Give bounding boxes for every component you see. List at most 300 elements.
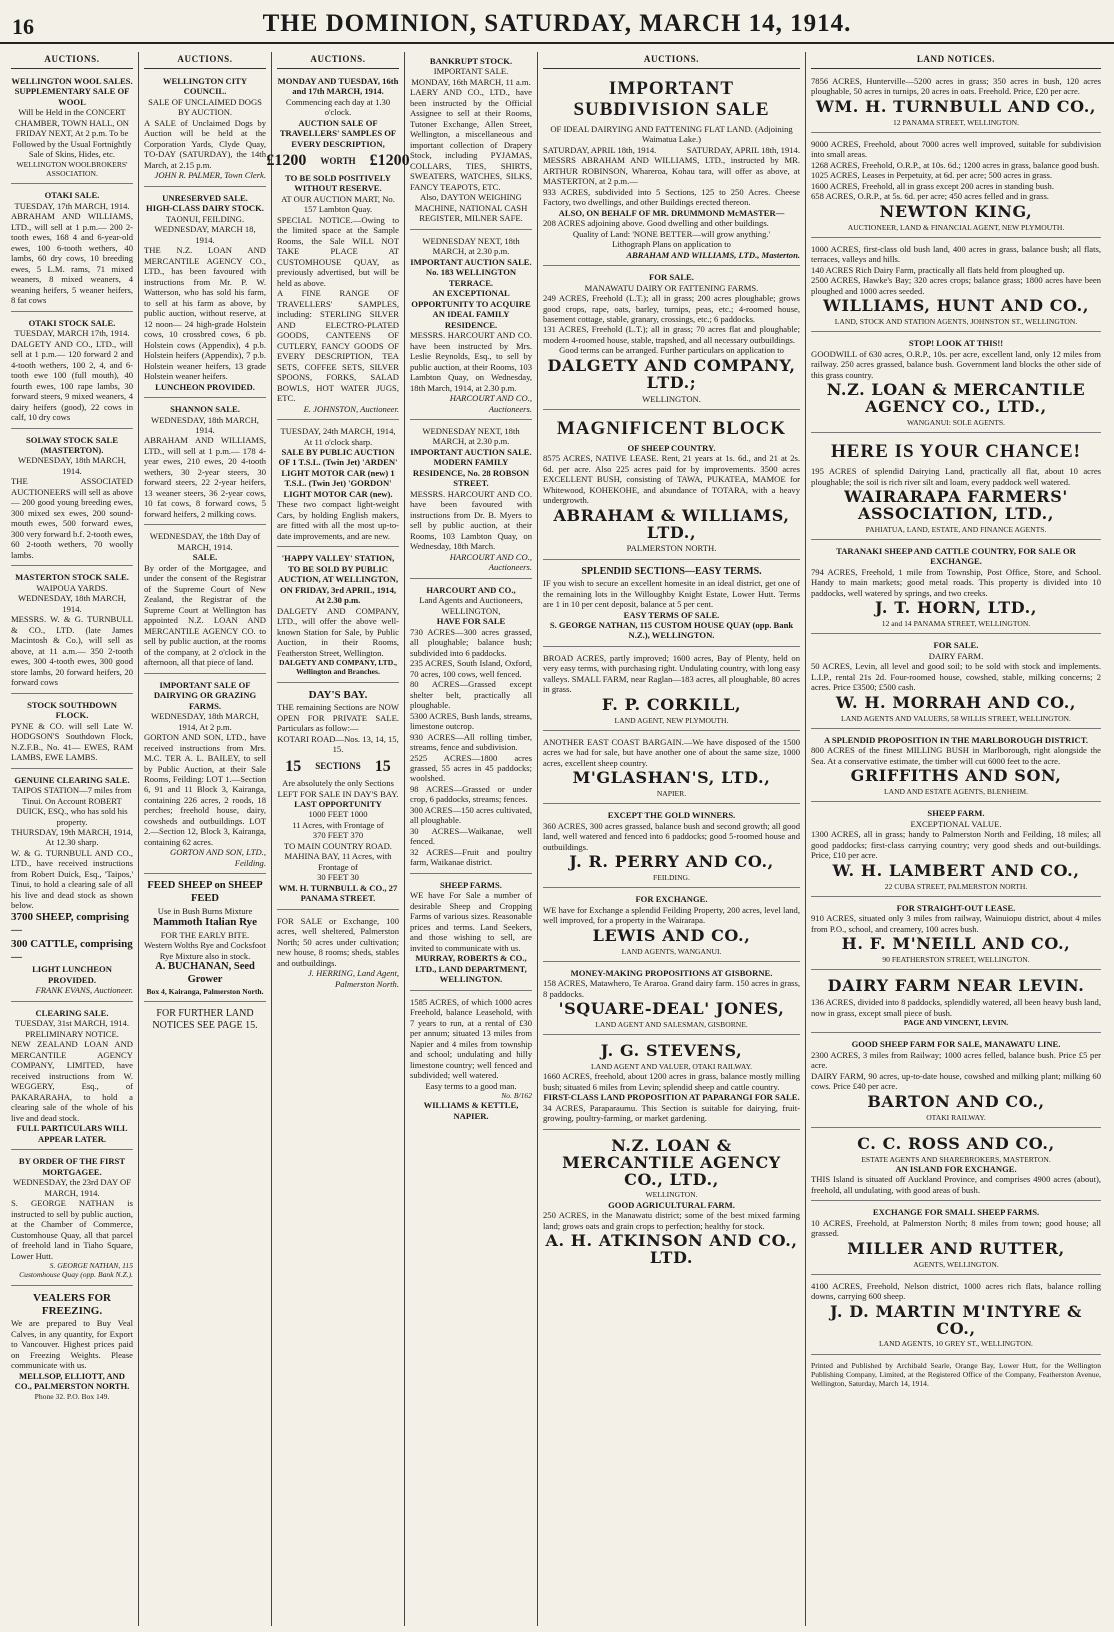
ad-body: 1300 ACRES, all in grass; handy to Palmerston North and Feilding, 18 miles; all good paddocks; first-class carrying country; very good sheds and out-buildings. Price, £10 per acre. <box>811 829 1101 861</box>
ad-title: HARCOURT AND CO., <box>426 584 516 595</box>
ad-body: ABRAHAM AND WILLIAMS, LTD., will sell at 1 p.m.— 200 2-tooth ewes, 168 4 and 6-year-old ewes, 100 6-tooth wethers, 40 lambs, 60 dry cows, 10 breeding ewes, 5 L.M. rams, 71 mixed weaners, 8 mixed weaners, 4 weaning heifers, 5 weaner heifers, 8 fat cows <box>11 211 133 306</box>
ad-body-2: W. & G. TURNBULL AND CO., LTD., have received instructions from Robert Duick, Esq., 'Taipos,' Tinui, to hold a clearing sale of all his live and dead stock as shown below. <box>11 847 133 911</box>
ad-title: UNRESERVED SALE. <box>162 192 248 203</box>
ad-masterton-sale <box>11 569 133 693</box>
ad-body: By order of the Mortgagee, and under the consent of the Registrar of the Supreme Court of New Zealand, the Registrar of the Supreme Court at Wellington has appointed N.Z. LOAN AND MERCANTILE AGENCY CO. to sell by public auction, at the rooms of the company, at 2 o'clock in the afternoon, all that piece of land. <box>144 562 266 668</box>
ad-signature: MURRAY, ROBERTS & CO., LTD., LAND DEPARTMENT, WELLINGTON. <box>415 953 527 985</box>
ad-firm: WAIRARAPA FARMERS' ASSOCIATION, LTD., <box>844 487 1068 523</box>
ad-signature: FRANK EVANS, Auctioneer. <box>35 985 133 996</box>
ad-body: A SALE of Unclaimed Dogs by Auction will be held at the Corporation Yards, Clyde Quay, TO-DAY (SATURDAY), the 14th March, at 2.15 p.m. <box>144 117 266 170</box>
ad-body: 10 ACRES, Freehold, at Palmerston North; 8 miles from town; good house; all grassed. <box>811 1217 1101 1239</box>
ad-quality: Quality of Land: 'NONE BETTER—will grow anything.' <box>572 228 771 239</box>
ad-subtitle: SUPPLEMENTARY SALE OF WOOL <box>14 86 130 107</box>
ad-heading: AN ISLAND FOR EXCHANGE. <box>895 1163 1017 1174</box>
ad-shannon-sale <box>144 401 266 525</box>
ad-horn <box>811 543 1101 634</box>
ad-signature: J. HERRING, Land Agent, Palmerston North. <box>307 968 399 989</box>
ad-place: WELLINGTON. <box>642 393 701 404</box>
ad-signature: A. H. ATKINSON AND CO., LTD. <box>545 1231 798 1267</box>
ad-date: WEDNESDAY NEXT, 18th MARCH, at 2.30 p.m. <box>422 235 520 257</box>
ad-date: WEDNESDAY, 18th MARCH, 1914. <box>18 455 126 476</box>
ad-title: HERE IS YOUR CHANCE! <box>831 441 1081 463</box>
ad-nz-loan <box>543 1133 800 1274</box>
ad-body: THE N.Z. LOAN AND MERCANTILE AGENCY CO., LTD., has been favoured with instructions from Mr. P. W. Watterson, who has sold his farm, to sell at his farm as above, by public auction, without reserve, at 12 noon— 24 high-grade Holstein cows, 10 crossbred cows, 6 pb. Holstein cows (Appendix), 4 p.b. Holstein heifers (Appendix), 7 p.b. Holstein weaner heifers, 13 grade Holstein weaner heifers. <box>144 245 266 382</box>
ad-wool-sales <box>11 73 133 184</box>
ad-turnbull-land <box>811 73 1101 133</box>
ad-subtitle: AN EXCEPTIONAL OPPORTUNITY TO ACQUIRE AN IDEAL FAMILY RESIDENCE. <box>411 288 531 330</box>
ad-firm: N.Z. LOAN & MERCANTILE AGENCY CO., LTD., <box>826 380 1086 417</box>
listing-item: 30 ACRES—Waikanae, well fenced. <box>410 825 532 847</box>
ad-lambert <box>811 805 1101 896</box>
ad-body: GORTON AND SON, LTD., have received instructions from Mrs. M.C. TER A. L. BAILEY, to sell by Public Auction, at their Sale Rooms, Feilding: LOT 1.—Section 6, 91 and 11 Block 3, Kairanga, containing 226 acres, 2 roods, 18 perches; freehold house, dairy, cowsheds and outbuildings. LOT 2.—Section 12, Block 3, Kairanga, containing 62 acres. <box>144 732 266 847</box>
ad-body: We are prepared to Buy Veal Calves, in any quantity, for Export to Vancouver. Highest prices paid on Freezing Weights. Please communicate with us. <box>11 1318 133 1371</box>
ad-title: 'HAPPY VALLEY' STATION, TO BE SOLD BY PUBLIC AUCTION, AT WELLINGTON, ON FRIDAY, 3rd APRIL, 1914, At 2.30 p.m. <box>277 553 399 606</box>
ad-for-sale: HAVE FOR SALE <box>436 616 506 627</box>
ad-southdown-flock <box>11 697 133 769</box>
ad-clearing-sale <box>11 772 133 1002</box>
ad-heading: FOR EXCHANGE. <box>635 894 708 905</box>
column-2 <box>139 52 272 1626</box>
lot-1: 933 ACRES, subdivided into 5 Sections, 125 to 250 Acres. Cheese Factory, two dwellings, and other Buildings erected thereon. <box>543 186 800 208</box>
ad-firm: A. BUCHANAN, Seed Grower <box>155 961 255 986</box>
ad-firm: BARTON AND CO., <box>867 1091 1045 1111</box>
column-3 <box>266 52 410 1626</box>
ad-firm: 'SQUARE-DEAL' JONES, <box>558 999 785 1019</box>
ad-list: A FINE RANGE OF TRAVELLERS' SAMPLES, including: STERLING SILVER AND ELECTRO-PLATED GOODS, CANTEENS OF CUTLERY, FANCY GOODS OF EVERY DESCRIPTION, TEA SETS, COFFEE SETS, SILVER SPOONS, FORKS, SALAD BOWLS, HOT WATER JUGS, ETC. <box>277 288 399 404</box>
ad-firm: ABRAHAM & WILLIAMS, LTD., <box>553 505 790 542</box>
ad-address: 12 PANAMA STREET, WELLINGTON. <box>892 117 1020 127</box>
ad-subtitle: EXCEPTIONAL VALUE. <box>910 818 1002 829</box>
column-header: AUCTIONS. <box>11 52 133 69</box>
ad-subtitle: WAIPOUA YARDS. <box>36 582 108 593</box>
frontage-row: MAHINA BAY, 11 Acres, with Frontage of <box>284 851 392 872</box>
ad-firm: LEWIS AND CO., <box>592 925 751 945</box>
ad-subtitle: WELLINGTON. <box>645 1190 698 1200</box>
ad-signature: S. GEORGE NATHAN, 115 CUSTOM HOUSE QUAY (opp. Bank N.Z.), WELLINGTON. <box>549 620 794 641</box>
ad-body: 800 ACRES of the finest MILLING BUSH in Marlborough, right alongside the Sea. At a conservative estimate, the timber will cut 6000 feet to the acre. <box>811 745 1101 766</box>
ad-address: LAND AGENTS, 10 GREY ST., WELLINGTON. <box>879 1339 1033 1349</box>
ad-body: BROAD ACRES, partly improved; 1600 acres, Bay of Plenty, held on very easy terms, with purchasing right. Undulating country, with long easy valleys. SMALL FARM, near Raglan—183 acres, all ploughable, 80 acres in grass. <box>543 652 800 695</box>
ad-perry <box>543 807 800 888</box>
ad-body: 794 ACRES, Freehold, 1 mile from Township, Post Office, Store, and School. Handy to main markets; good metal roads. This property is divided into 10 paddocks, well watered by springs, and two creeks. <box>811 566 1101 598</box>
ad-title: IMPORTANT AUCTION SALE. <box>410 446 532 457</box>
ad-subtitle: LAND AGENT AND VALUER, OTAKI RAILWAY. <box>590 1062 753 1072</box>
ad-also: ALSO, ON BEHALF OF MR. DRUMMOND McMASTER— <box>558 207 785 218</box>
page-number: 16 <box>12 14 34 39</box>
ad-subtitle: LAND AND ESTATE AGENTS, BLENHEIM. <box>883 787 1029 797</box>
ad-robson-street <box>410 423 532 579</box>
ad-firm: N.Z. LOAN & MERCANTILE AGENCY CO., LTD., <box>562 1135 781 1189</box>
listing-item: 5300 ACRES, Bush lands, streams, limestone outcrop. <box>410 710 532 732</box>
ad-harcourt-listings <box>410 582 532 874</box>
column-header: AUCTIONS. <box>144 52 266 69</box>
ad-title: DAY'S BAY. <box>308 688 368 701</box>
ad-signature: WILLIAMS & KETTLE, NAPIER. <box>423 1100 519 1121</box>
ad-firm: MILLER AND RUTTER, <box>847 1238 1065 1258</box>
ad-subtitle: PAHIATUA, LAND, ESTATE, AND FINANCE AGENTS. <box>865 524 1047 534</box>
publisher-imprint: Printed and Published by Archibald Searle, Orange Bay, Lower Hutt, for the Wellington Publishing Company, Limited, at the Registered Office of the Company, Featherston Avenue, Wellington, Saturday, March 14, 1914. <box>811 1360 1101 1389</box>
ad-subtitle: AUCTIONEER, LAND & FINANCIAL AGENT, NEW PLYMOUTH. <box>847 222 1065 232</box>
ad-subtitle: ESTATE AGENTS AND SHAREBROKERS, MASTERTON. <box>861 1154 1051 1164</box>
column-header: AUCTIONS. <box>543 52 800 69</box>
lot-2: 208 ACRES adjoining above. Good dwelling and other buildings. <box>543 218 769 229</box>
ad-signature: S. GEORGE NATHAN, 115 Customhouse Quay (opp. Bank N.Z.). <box>19 1261 133 1280</box>
ad-subtitle: MODERN FAMILY RESIDENCE, No. 28 ROBSON STREET. <box>412 457 530 489</box>
ad-title: SHEEP FARM. <box>927 808 985 819</box>
ad-signature: E. JOHNSTON, Auctioneer. <box>303 403 399 414</box>
ad-date: WEDNESDAY, 18th MARCH, 1914, At 2 p.m. <box>151 711 259 732</box>
ad-body: 195 ACRES of splendid Dairying Land, practically all flat, about 10 acres ploughable; the soil is rich river silt and loam, every paddock well watered. <box>811 466 1101 487</box>
ad-clearing-sale-2 <box>11 1005 133 1150</box>
ad-firm: J. G. STEVENS, <box>600 1041 743 1061</box>
ad-body: 250 ACRES, in the Manawatu district; some of the best mixed farming land; grows oats and grain crops to perfection; healthy for stock. <box>543 1210 800 1231</box>
ad-body: THE ASSOCIATED AUCTIONEERS will sell as above— 200 good young breeding ewes, 300 mixed sex ewes, 200 sound-mouth ewes, 500 forward ewes, 300 very forward b.f. 2-tooth ewes, 60 2-tooth wethers, 70 woolly lambs. <box>11 476 133 560</box>
ad-freehold-napier <box>410 994 532 1127</box>
ad-date: WEDNESDAY, MARCH 18, 1914. <box>154 224 256 245</box>
ad-date: WEDNESDAY NEXT, 18th MARCH, at 2.30 p.m. <box>422 425 520 447</box>
amount-right: £1200 <box>369 152 410 170</box>
ad-address: Box 4, Kairanga, Palmerston North. <box>146 986 264 996</box>
ad-magnificent-block <box>543 413 800 560</box>
column-4 <box>405 52 538 1626</box>
sections-count-left: 15 <box>285 757 302 775</box>
ad-title: DAIRY FARM NEAR LEVIN. <box>827 976 1085 996</box>
ad-subtitle: LAND, STOCK AND STATION AGENTS, JOHNSTON ST., WELLINGTON. <box>834 317 1078 327</box>
ad-date-row <box>543 145 800 155</box>
ad-body: IF you wish to secure an excellent homesite in an ideal district, get one of the remaining lots in the Willoughby Knight Estate, Lower Hutt. Terms are 1 in 10 per cent deposit, balance at 5 per cent. <box>543 578 800 610</box>
ad-firm: W. H. MORRAH AND CO., <box>835 692 1077 712</box>
ad-happy-valley-station <box>277 550 399 682</box>
ad-body: TAIPOS STATION—7 miles from Tinui. On Account ROBERT DUICK, ESQ., who has sold his property. <box>12 785 132 827</box>
ad-place: TAONUI, FEILDING. <box>165 213 245 224</box>
date-right: SATURDAY, APRIL 18th, 1914. <box>686 144 800 155</box>
ad-heading: EXCEPT THE GOLD WINNERS. <box>607 810 736 821</box>
ad-barton <box>811 1036 1101 1127</box>
ad-title: VEALERS FOR FREEZING. <box>33 1291 111 1317</box>
listing-item: 32 ACRES—Fruit and poultry farm, Waikanae district. <box>410 846 532 868</box>
ad-body: ANOTHER EAST COAST BARGAIN.—We have disposed of the 1500 acres we had for sale, but have another one of about the same size, 1000 acres, excellent sheep country. <box>543 736 800 768</box>
listing-item: 1025 ACRES, Leases in Perpetuity, at 6d. per acre; 500 acres in grass. <box>811 170 1052 181</box>
ad-dairy-stock <box>144 190 266 398</box>
ad-title: CLEARING SALE. <box>35 1007 109 1018</box>
ad-title: SALE. <box>192 552 218 563</box>
ad-place: PALMERSTON NORTH. <box>626 543 717 554</box>
ad-jones <box>543 965 800 1036</box>
ad-lewis <box>543 891 800 962</box>
ad-body: These two compact light-weight Cars, by holding English makers, are fitted with all the most up-to-date improvements, and are new. <box>277 499 399 541</box>
ad-body: 360 ACRES, 300 acres grassed, balance bush and second growth; all good land, well watered and fenced into 6 paddocks; good 5-roomed house and outbuildings. <box>543 820 800 852</box>
ad-body: MESSRS. HARCOURT AND CO. have been favoured with instructions from Dr. B. Myers to sell by public auction, at their Rooms, 103 Lambton Quay, on Wednesday, 18th March. <box>410 488 532 552</box>
ad-subtitle: DAIRY FARM. <box>928 650 984 661</box>
ad-body-2: DAIRY FARM, 90 acres, up-to-date house, cowshed and milking plant; milking 60 cows. Price £40 per acre. <box>811 1070 1101 1092</box>
ad-signature: JOHN R. PALMER, Town Clerk. <box>154 170 266 181</box>
ad-subtitle: MANAWATU DAIRY OR FATTENING FARMS. <box>584 282 759 293</box>
ad-motor-cars <box>277 423 399 547</box>
ad-griffiths <box>811 732 1101 803</box>
ad-subtitle: LAND AGENT AND SALESMAN, GISBORNE. <box>595 1020 748 1030</box>
ad-days-bay <box>277 686 399 910</box>
ad-otaki-sale <box>11 187 133 311</box>
ad-heading: MONEY-MAKING PROPOSITIONS AT GISBORNE. <box>570 967 773 978</box>
ad-heading: A SPLENDID PROPOSITION IN THE MARLBOROUGH DISTRICT. <box>824 734 1088 745</box>
ad-date: WEDNESDAY, the 18th Day of MARCH, 1914. <box>149 531 261 552</box>
ad-heading: GOOD AGRICULTURAL FARM. <box>608 1199 735 1210</box>
ad-title: IMPORTANT SUBDIVISION SALE <box>573 77 770 120</box>
ad-subtitle: FEILDING. <box>653 873 690 883</box>
ad-signature: WELLINGTON WOOLBROKERS' ASSOCIATION. <box>16 159 128 179</box>
ad-vealers <box>11 1289 133 1406</box>
ad-firm: DALGETY AND COMPANY, LTD.; <box>547 355 796 392</box>
ad-body: FOR SALE or Exchange, 100 acres, well sheltered, Palmerston North; 50 acres under cultivation; new house, 8 rooms; sheds, stables and outbuildings. <box>277 915 399 968</box>
column-6 <box>806 52 1106 1626</box>
ad-address: 90 FEATHERSTON STREET, WELLINGTON. <box>882 955 1030 965</box>
ad-title: BANKRUPT STOCK. <box>429 56 513 66</box>
ad-title: IMPORTANT SALE OF DAIRYING OR GRAZING FARMS. <box>153 679 257 711</box>
listing-item: 2525 ACRES—1800 acres grassed, 55 acres in 45 paddocks; woolshed. <box>410 752 532 784</box>
ad-subtitle: AGENTS, WELLINGTON. <box>913 1259 999 1269</box>
ad-date: THURSDAY, 19th MARCH, 1914, At 12.30 sharp. <box>11 826 133 848</box>
ad-subtitle: TO BE SOLD POSITIVELY WITHOUT RESERVE. <box>285 172 391 194</box>
ad-body: THE remaining Sections are NOW OPEN FOR PRIVATE SALE. Particulars as follow:— <box>277 702 399 734</box>
ad-body: MESSRS. HARCOURT AND CO. have been instructed by Mrs. Leslie Reynolds, Esq., to sell by public auction, at their Rooms, 103 Lambton Quay, on Wednesday, 18th March, 1914, at 2.30 p.m. <box>410 330 532 393</box>
further-notices-link: FOR FURTHER LAND NOTICES SEE PAGE 15. <box>152 1008 258 1032</box>
ad-otaki-stock-sale <box>11 315 133 429</box>
ad-signature: ABRAHAM AND WILLIAMS, LTD., Masterton. <box>626 249 800 260</box>
ad-address: 22 CUBA STREET, PALMERSTON NORTH. <box>884 881 1028 891</box>
ad-firm: H. F. M'NEILL AND CO., <box>841 934 1071 954</box>
ad-title: SOLWAY STOCK SALE (MASTERTON). <box>25 434 119 455</box>
ad-also: Also, DAYTON WEIGHING MACHINE, NATIONAL CASH REGISTER, MILNER SAFE. <box>414 192 528 224</box>
ad-heading: EXCHANGE FOR SMALL SHEEP FARMS. <box>872 1207 1040 1218</box>
listing-item: 1268 ACRES, Freehold, O.R.P., at 10s. 6d.; 1200 acres in grass, balance good bush. <box>811 159 1100 170</box>
listing-item: 730 ACRES—300 acres grassed, all ploughable; balance bush; subdivided into 6 paddocks. <box>410 626 532 658</box>
ad-title: MASTERTON STOCK SALE. <box>15 572 129 583</box>
ad-heading: FIRST-CLASS LAND PROPOSITION AT PAPARANGI FOR SALE. <box>543 1092 800 1103</box>
ad-body: DALGETY AND COMPANY, LTD., will offer the above well-known Station for Sale, by Public Auction, in their Rooms, Featherston Street, Wellington. <box>277 605 399 658</box>
ad-subtitle: SALE OF UNCLAIMED DOGS BY AUCTION. <box>148 96 262 118</box>
ad-subtitle: Land Agents and Auctioneers, WELLINGTON, <box>419 595 523 616</box>
ad-body: Will be Held in the CONCERT CHAMBER, TOWN HALL, ON FRIDAY NEXT, At 2 p.m. To be Followed by the Usual Fortnightly Sale of Skins, Hides, etc. <box>12 107 132 160</box>
ad-firm: WILLIAMS, HUNT AND CO., <box>822 296 1090 316</box>
frontage-row: 1000 FEET 1000 <box>308 809 368 820</box>
ad-address: LAND AGENTS AND VALUERS, 58 WILLIS STREET, WELLINGTON. <box>841 713 1071 723</box>
ad-body: 1585 ACRES, of which 1000 acres Freehold, balance Leasehold, with 7 years to run, at a rental of £30 per annum; situated 13 miles from Napier and 4 miles from township and school; undulating and hilly limestone country; well fenced and subdivided; well watered. <box>410 996 532 1081</box>
ad-signature: MELLSOP, ELLIOTT, AND CO., PALMERSTON NORTH. <box>14 1370 130 1392</box>
ad-subtitle: OF SHEEP COUNTRY. <box>627 442 716 453</box>
ad-signature: PAGE AND VINCENT, LEVIN. <box>903 1018 1009 1028</box>
ad-note: Good terms can be arranged. Further particulars on application to <box>559 345 784 356</box>
ad-signature: HARCOURT AND CO., Auctioneers. <box>449 551 532 573</box>
ad-sheep-farms <box>410 877 532 991</box>
ad-body: MESSRS ABRAHAM AND WILLIAMS, LTD., instructed by MR. ARTHUR ROBINSON, Whareroa, Kohau tara, will offer as above, at MASTERTON, at 2 p.m.— <box>543 155 800 187</box>
ad-body-2: 34 ACRES, Paraparaumu. This Section is suitable for dairying, fruit-growing, poultry-farming, or market gardening. <box>543 1102 800 1124</box>
frontage-row: TO MAIN COUNTRY ROAD. <box>284 840 392 851</box>
ad-date: TUESDAY, 31st MARCH, 1914. <box>14 1018 130 1029</box>
ad-title: GENUINE CLEARING SALE. <box>14 774 130 785</box>
ad-subtitle: IMPORTANT SALE. <box>433 66 509 77</box>
listing-item: 80 ACRES—Grassed except shelter belt, practically all ploughable. <box>410 679 532 711</box>
ad-heading: FOR STRAIGHT-OUT LEASE. <box>896 902 1016 913</box>
listing-item: 140 ACRES Rich Dairy Farm, practically all flats held from ploughed up. <box>811 264 1065 275</box>
ad-body: LAERY AND CO., LTD., have been instructed by the Official Assignee to sell at their Rooms, Tutoner Exchange, Allen Street, Wellington, a miscellaneous and important collection of Drapery Stock, including PYJAMAS, COLLARS, TIES, SHIRTS, SWEATERS, WATCHES, SILKS, FANCY TEAPOTS, ETC. <box>410 87 532 192</box>
ad-title: FEED SHEEP on SHEEP FEED <box>147 880 263 905</box>
ad-body: WE have for Exchange a splendid Feilding Property, 200 acres, level land, well improved, for a property in the Wairarapa. <box>543 904 800 926</box>
ad-title: AUCTION SALE OF TRAVELLERS' SAMPLES OF EVERY DESCRIPTION, <box>279 117 397 149</box>
ad-body: Western Wolths Rye and Cocksfoot Rye Mixture also in stock. <box>144 940 266 961</box>
ad-signature: HARCOURT AND CO., Auctioneers. <box>449 393 532 414</box>
amount-worth: WORTH <box>320 155 356 166</box>
ad-williams-hunt <box>811 241 1101 332</box>
listing-item: 235 ACRES, South Island, Oxford, 70 acres, 100 cows, well fenced. <box>410 658 532 679</box>
ad-body: 1660 ACRES, freehold, about 1200 acres in grass, balance mostly milling bush; situated 6 miles from Levin; splendid sheep and cattle country. <box>543 1071 800 1092</box>
ad-martin <box>811 1278 1101 1355</box>
listing-item: 1600 ACRES, Freehold, all in grass except 200 acres in standing bush. <box>811 180 1054 191</box>
ad-subtitle: OTAKI RAILWAY. <box>926 1112 986 1122</box>
ad-body: 2300 ACRES, 3 miles from Railway; 1000 acres felled, balance bush. Price £5 per acre. <box>811 1049 1101 1071</box>
column-5 <box>538 52 806 1626</box>
date-left: SATURDAY, APRIL 18th, 1914. <box>543 144 657 155</box>
ad-body: DALGETY AND CO., LTD., will sell at 1 p.m.— 120 forward 2 and 4-tooth wethers, 100 2, 4, and 6-tooth ewe 100 (full mouth), 40 fourth ewes, 100 rape lambs, 30 forward steers, 9 mixed weaners, 4 dairy heifers (good), 22 cows in calf, 10 dry cows <box>11 338 133 423</box>
ad-solway-sale <box>11 432 133 567</box>
ad-body: NEW ZEALAND LOAN AND MERCANTILE AGENCY COMPANY, LIMITED, have received instructions from W. WEGGERY, Esq., of PAKARARAHA, to hold a clearing sale of the whole of his live and dead stock. <box>11 1039 133 1123</box>
ad-subtitle: HIGH-CLASS DAIRY STOCK. <box>146 203 264 214</box>
ad-phone: Phone 32. P.O. Box 149. <box>34 1391 110 1401</box>
ad-firm: WM. H. TURNBULL AND CO., <box>815 96 1097 116</box>
ad-date: MONDAY AND TUESDAY, 16th and 17th MARCH, 1914. <box>277 75 399 97</box>
ad-subtitle: NAPIER. <box>656 789 687 799</box>
ad-morrah <box>811 637 1101 728</box>
ad-subtitle: LAND AGENT, NEW PLYMOUTH. <box>614 715 729 725</box>
ad-terms: Easy terms to a good man. <box>425 1080 517 1091</box>
ad-bankrupt-stock <box>410 53 532 230</box>
ad-signature: WM. H. TURNBULL & CO., 27 PANAMA STREET. <box>278 882 398 904</box>
ad-firm: F. P. CORKILL, <box>601 694 742 714</box>
ad-newton-king <box>811 136 1101 238</box>
ad-date: TUESDAY, MARCH 17th, 1914. <box>14 328 130 339</box>
ad-stevens <box>543 1038 800 1129</box>
ad-date: WEDNESDAY, the 23rd DAY OF MARCH, 1914. <box>12 1177 131 1198</box>
ad-corkill <box>543 650 800 731</box>
ad-road: KOTARI ROAD—Nos. 13, 14, 15, 15. <box>277 733 399 755</box>
ad-body: 4100 ACRES, Freehold, Nelson district, 1000 acres rich flats, balance rolling downs, carrying 600 sheep. <box>811 1280 1101 1302</box>
ad-family-residence <box>410 233 532 420</box>
ad-subtitle: Use in Bush Burns Mixture <box>157 905 253 916</box>
ad-miller-rutter <box>811 1204 1101 1275</box>
ad-subtitle: PRELIMINARY NOTICE. <box>25 1028 119 1039</box>
ad-body: SPECIAL NOTICE.—Owing to the limited space at the Sample Rooms, the Sale WILL NOT TAKE PLACE AT CUSTOMHOUSE QUAY, as previously advertised, but will be held as above. <box>277 214 399 288</box>
ad-luncheon: LUNCHEON PROVIDED. <box>155 381 255 392</box>
ad-body: GOODWILL of 630 acres, O.R.P., 10s. per acre, excellent land, only 12 miles from railway. 250 acres grassed, balance bush. Government land blocks the other side of this grass country. <box>811 348 1101 380</box>
ad-ref-number: No. B/162 <box>501 1091 532 1101</box>
ad-body: WE have For Sale a number of desirable Sheep and Cropping Farms of various sizes. Reasonable prices and terms. Land Seekers, and those wishing to sell, are invited to communicate with us. <box>410 890 532 953</box>
ad-title: OTAKI SALE. <box>44 190 100 201</box>
ad-body: ABRAHAM AND WILLIAMS, LTD., will sell at 1 p.m.— 178 4-year ewes, 210 ewes, 20 4-tooth wethers, 30 2-year steers, 30 forward steers, 22 2-year heifers, 13 weaner steers, 36 2-year cows, 10 fat cows, 8 forward cows, 5 forward heifers, 2 milking cows. <box>144 435 266 519</box>
ad-brand: Mammoth Italian Rye <box>152 916 258 929</box>
sections-count-right: 15 <box>374 757 391 775</box>
ad-date: TUESDAY, 24th MARCH, 1914, At 11 o'clock sharp. <box>280 426 396 447</box>
ad-opportunity: LAST OPPORTUNITY <box>294 799 382 809</box>
ad-mortgagee-sale-2 <box>144 528 266 673</box>
ad-date: WEDNESDAY, 18th MARCH, 1914. <box>18 593 126 614</box>
listing-item: 1000 ACRES, first-class old bush land, 400 acres in grass, balance bush; all flats, terraces, valleys and hills. <box>811 243 1101 265</box>
amount-left: £1200 <box>266 152 307 170</box>
ad-date: WEDNESDAY, 18th MARCH, 1914. <box>151 414 259 435</box>
ad-firm: J. R. PERRY AND CO., <box>569 852 774 872</box>
ad-body: 910 ACRES, situated only 3 miles from railway, Wainuiopu district, about 4 miles from P.O., school, and creamery, 100 acres bush. <box>811 913 1101 934</box>
ad-splendid-sections <box>543 563 800 647</box>
ad-luncheon: LIGHT LUNCHEON PROVIDED. <box>32 964 112 985</box>
ad-body: 158 ACRES, Matawhero, Te Araroa. Grand dairy farm. 150 acres in grass, 8 paddocks. <box>543 978 800 999</box>
ad-signature: DALGETY AND COMPANY, LTD., Wellington and Branches. <box>279 658 397 677</box>
ad-note: FULL PARTICULARS WILL APPEAR LATER. <box>16 1123 128 1144</box>
ad-title: FOR SALE. <box>649 272 694 283</box>
listing-item: 930 ACRES—All rolling timber, streams, fence and subdivision. <box>410 731 532 753</box>
page-body <box>6 52 1108 1626</box>
ad-firm: NEWTON KING, <box>879 201 1033 221</box>
ad-subtitle: OF IDEAL DAIRYING AND FATTENING FLAT LAND. (Adjoining Waimatua Lake.) <box>550 123 793 145</box>
ad-your-chance <box>811 436 1101 540</box>
ad-title: STOP! LOOK AT THIS!! <box>908 338 1004 349</box>
ad-signature: GORTON AND SON, LTD., Feilding. <box>170 847 266 868</box>
lot-1: 249 ACRES, Freehold (L.T.); all in grass; 200 acres ploughable; grows good crops, rape, oats, barley, turnips, peas, etc.; 4-roomed house, basement cottage, stable, granary, crossings, etc.; 6 paddocks. <box>543 293 800 324</box>
ad-body: THIS Island is situated off Auckland Province, and comprises 4900 acres (about), freehold, all undulating, with good areas of bush. <box>811 1174 1101 1195</box>
ad-title: SALE BY PUBLIC AUCTION OF 1 T.S.L. (Twin Jet) 'ARDEN' LIGHT MOTOR CAR (new) 1 T.S.L. (Twin Jet) 'GORDON' LIGHT MOTOR CAR (new). <box>278 446 398 499</box>
ad-mortgagee-sale <box>11 1153 133 1285</box>
ad-title: WELLINGTON WOOL SALES. <box>11 75 133 86</box>
frontage-row: 370 FEET 370 <box>312 830 364 841</box>
ad-title: MAGNIFICENT BLOCK <box>556 418 787 439</box>
ad-travellers-samples <box>266 73 410 420</box>
ad-body: 50 ACRES, Levin, all level and good soil; to be sold with stock and implements. L.I.P., rental 21s 2d. Four-roomed house, cowshed, stable, milking concerns; 2 acres. Price £3500; £500 cash. <box>811 661 1101 693</box>
ad-subtitle: LAND AGENTS, WANGANUI. <box>621 946 722 956</box>
ad-city-council-dogs <box>144 73 266 187</box>
column-1 <box>6 52 139 1626</box>
sections-label: SECTIONS <box>315 760 361 771</box>
ad-firm: W. H. LAMBERT AND CO., <box>832 860 1080 880</box>
lot-2: 131 ACRES, Freehold (L.T.); all in grass; 70 acres flat and ploughable; modern 4-roomed house, stable, trapshed, and all necessary outbuildings. <box>543 324 800 345</box>
ad-body: S. GEORGE NATHAN is instructed to sell by public auction, at the Chamber of Commerce, Customhouse Quay, all that parcel of freehold land in Tiaho Square, Lower Hutt. <box>11 1198 133 1261</box>
ad-firm: GRIFFITHS AND SON, <box>850 766 1062 786</box>
ad-title: IMPORTANT AUCTION SALE. No. 183 WELLINGTON TERRACE. <box>410 256 532 288</box>
ad-cattle-count: 300 CATTLE, comprising— <box>11 937 133 964</box>
ad-heading: GOOD SHEEP FARM FOR SALE, MANAWATU LINE. <box>851 1039 1061 1050</box>
ad-title: BY ORDER OF THE FIRST MORTGAGEE. <box>18 1156 126 1177</box>
listing-item: 300 ACRES—150 acres cultivated, all ploughable. <box>410 804 532 826</box>
ad-date: MONDAY, 16th MARCH, 11 a.m. <box>411 76 531 87</box>
column-header: AUCTIONS. <box>277 52 399 69</box>
ad-stop-look <box>811 335 1101 433</box>
listing-item: 9000 ACRES, Freehold, about 7000 acres well improved, suitable for subdivision into small areas. <box>811 138 1101 160</box>
column-header: LAND NOTICES. <box>811 52 1101 69</box>
ad-subtitle-2: FOR THE EARLY BITE. <box>160 929 250 940</box>
ad-feed-sheep <box>144 877 266 1002</box>
listing-item: 2500 ACRES, Hawke's Bay; 320 acres crops; balance grass; 1800 acres have been ploughed and 1000 acres seeded. <box>811 275 1101 296</box>
ad-title: FOR SALE. <box>933 640 979 651</box>
ad-manawatu-farms <box>543 269 800 410</box>
ad-firm: M'GLASHAN'S, LTD., <box>572 768 771 788</box>
ad-mglashan <box>543 734 800 805</box>
ad-subtitle: WANGANUI: SOLE AGENTS. <box>906 417 1006 427</box>
ad-body: 7856 ACRES, Hunterville—5200 acres in grass; 350 acres in bush, 120 acres ploughable, 50 acres in turnips, 20 acres in oats. Freehold. Price, £20 per acre. <box>811 75 1101 97</box>
ad-subdivision-sale <box>543 73 800 266</box>
frontage-row: 30 FEET 30 <box>317 872 359 883</box>
ad-dairy-farm-levin <box>811 973 1101 1033</box>
ad-plans: Lithograph Plans on application to <box>612 239 731 250</box>
ad-ross <box>811 1131 1101 1202</box>
ad-title: OTAKI STOCK SALE. <box>28 317 116 328</box>
listing-item: 658 ACRES, O.R.P., at 5s. 6d. per acre; 450 acres felled and in grass. <box>811 191 1049 202</box>
ad-title: SHANNON SALE. <box>170 404 240 415</box>
